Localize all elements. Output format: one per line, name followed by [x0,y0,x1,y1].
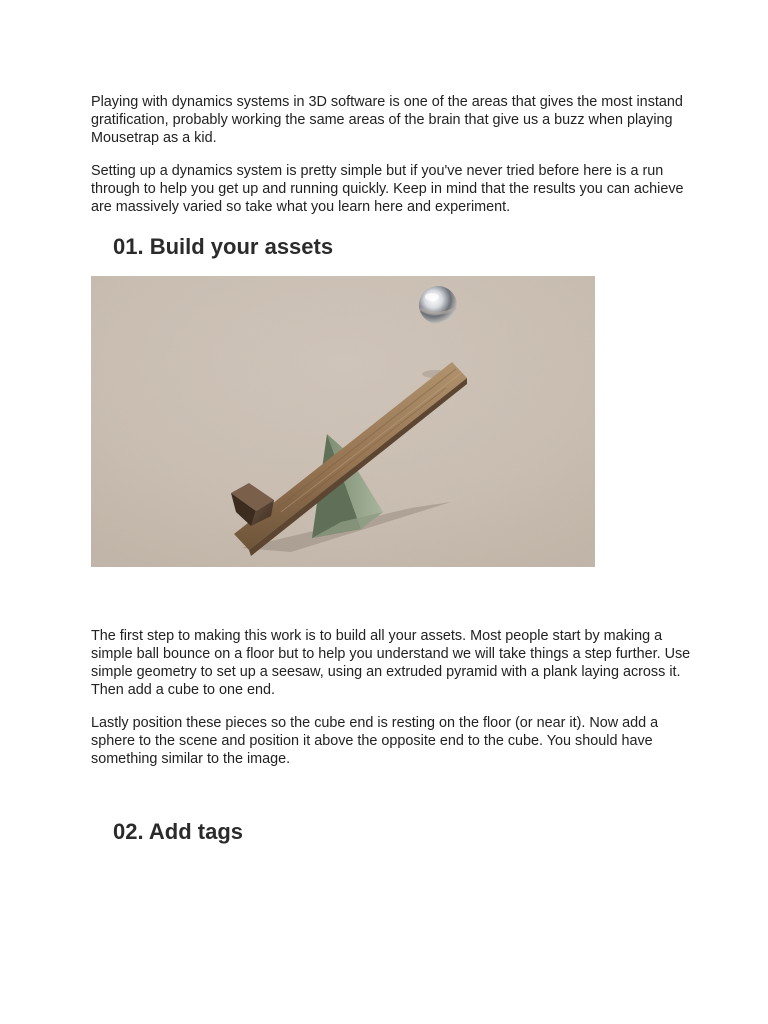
seesaw-render-image [91,276,595,567]
section1-paragraph-2: Lastly position these pieces so the cube end is resting on the floor (or near it). Now add a sphere to the scene and position it above the opposite end to the cube. You should have something similar to the image. [91,715,659,767]
section-heading-add-tags: 02. Add tags [113,819,243,844]
intro-paragraph-2: Setting up a dynamics system is pretty simple but if you've never tried before here is a run through to help you get up and running quickly. Keep in mind that the results you can achieve are massively varied so take what you learn here and experiment. [91,163,684,215]
section-heading-build-assets: 01. Build your assets [113,234,334,259]
section1-paragraph-1: The first step to making this work is to build all your assets. Most people start by making a simple ball bounce on a floor but to help you understand we will take things a step further. Use simple geometry to set up a seesaw, using an extruded pyramid with a plank laying across it. Then add a cube to one end. [91,628,691,698]
sphere-shape [419,286,457,324]
intro-paragraph-1: Playing with dynamics systems in 3D software is one of the areas that gives the most instand gratification, probably working the same areas of the brain that give us a buzz when playing Mousetrap as a kid. [91,94,683,146]
